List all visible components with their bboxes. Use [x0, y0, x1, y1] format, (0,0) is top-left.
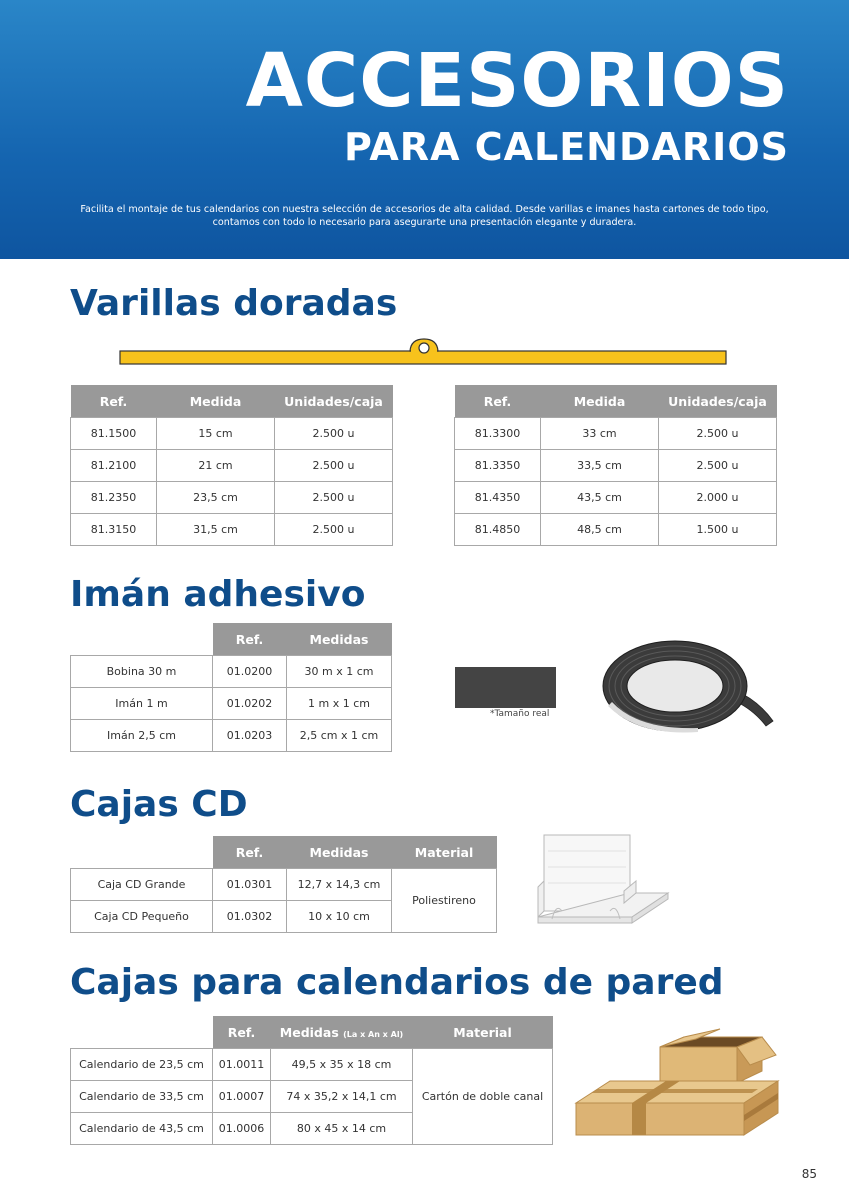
cell-medida: 23,5 cm	[157, 482, 275, 514]
cell-ref: 81.1500	[71, 418, 157, 450]
col-header-ref: Ref.	[455, 385, 541, 418]
table-row	[71, 1049, 553, 1081]
col-header-material: Material	[392, 836, 497, 869]
cell-medidas: 12,7 x 14,3 cm	[287, 869, 392, 901]
page-title: ACCESORIOS	[245, 38, 789, 124]
magnet-roll-illustration	[598, 636, 778, 736]
cell-product: Bobina 30 m	[71, 656, 213, 688]
cell-product: Imán 2,5 cm	[71, 720, 213, 752]
col-header-material: Material	[413, 1016, 553, 1049]
cell-medidas: 10 x 10 cm	[287, 901, 392, 933]
cell-ref: 01.0302	[213, 901, 287, 933]
cell-ref: 81.4350	[455, 482, 541, 514]
table-row	[71, 720, 392, 752]
cell-medidas: 2,5 cm x 1 cm	[287, 720, 392, 752]
varillas-table-left	[70, 385, 393, 546]
cell-medidas: 74 x 35,2 x 14,1 cm	[271, 1081, 413, 1113]
cell-unidades: 1.500 u	[659, 514, 777, 546]
cell-ref: 01.0011	[213, 1049, 271, 1081]
page-subtitle: PARA CALENDARIOS	[344, 125, 789, 169]
cell-medida: 33 cm	[541, 418, 659, 450]
cell-ref: 01.0006	[213, 1113, 271, 1145]
col-header-ref: Ref.	[213, 1016, 271, 1049]
table-header-row	[71, 1016, 553, 1049]
cell-medidas: 80 x 45 x 14 cm	[271, 1113, 413, 1145]
intro-line-1: Facilita el montaje de tus calendarios con nuestra selección de accesorios de alta calidad. Desde varillas e imanes hasta cartones de todo tipo,	[80, 204, 769, 215]
table-row	[71, 482, 393, 514]
cell-material: Poliestireno	[392, 869, 497, 933]
table-row	[455, 450, 777, 482]
cell-ref: 81.3350	[455, 450, 541, 482]
cell-ref: 01.0301	[213, 869, 287, 901]
cell-medida: 21 cm	[157, 450, 275, 482]
cell-medida: 31,5 cm	[157, 514, 275, 546]
col-header-medidas: Medidas	[287, 836, 392, 869]
cd-case-illustration	[532, 831, 672, 936]
section-title-iman: Imán adhesivo	[70, 574, 366, 615]
table-row	[71, 418, 393, 450]
section-title-cajas-cd: Cajas CD	[70, 784, 248, 825]
table-row	[71, 656, 392, 688]
cell-medidas: 49,5 x 35 x 18 cm	[271, 1049, 413, 1081]
col-header-blank	[71, 1016, 213, 1049]
table-row	[71, 450, 393, 482]
table-row	[455, 514, 777, 546]
cell-unidades: 2.500 u	[275, 482, 393, 514]
cell-medidas: 30 m x 1 cm	[287, 656, 392, 688]
col-header-medidas-label: Medidas	[279, 1024, 339, 1040]
cell-ref: 81.2350	[71, 482, 157, 514]
varillas-table-right	[454, 385, 777, 546]
table-row	[71, 688, 392, 720]
cell-ref: 81.4850	[455, 514, 541, 546]
cell-unidades: 2.500 u	[275, 450, 393, 482]
page-number: 85	[801, 1167, 817, 1181]
real-size-caption: *Tamaño real	[490, 709, 550, 719]
cell-unidades: 2.500 u	[659, 418, 777, 450]
cell-material: Cartón de doble canal	[413, 1049, 553, 1145]
cell-product: Caja CD Pequeño	[71, 901, 213, 933]
cell-medida: 48,5 cm	[541, 514, 659, 546]
cell-ref: 01.0200	[213, 656, 287, 688]
table-header-row	[455, 385, 777, 418]
cajas-pared-table	[70, 1016, 553, 1145]
table-header-row	[71, 623, 392, 656]
cell-product: Calendario de 43,5 cm	[71, 1113, 213, 1145]
table-header-row	[71, 385, 393, 418]
intro-line-2: contamos con todo lo necesario para asegurarte una presentación elegante y duradera.	[212, 217, 637, 228]
table-row	[455, 482, 777, 514]
col-header-medidas: Medidas	[287, 623, 392, 656]
cell-unidades: 2.500 u	[659, 450, 777, 482]
intro-text	[60, 203, 789, 229]
cell-ref: 81.2100	[71, 450, 157, 482]
col-header-ref: Ref.	[213, 623, 287, 656]
cell-ref: 81.3300	[455, 418, 541, 450]
col-header-medida: Medida	[541, 385, 659, 418]
cell-product: Calendario de 33,5 cm	[71, 1081, 213, 1113]
cell-ref: 81.3150	[71, 514, 157, 546]
table-row	[71, 514, 393, 546]
col-header-medidas	[271, 1016, 413, 1049]
iman-table	[70, 623, 392, 752]
cell-unidades: 2.000 u	[659, 482, 777, 514]
header-banner	[0, 0, 849, 259]
cell-product: Imán 1 m	[71, 688, 213, 720]
col-header-medida: Medida	[157, 385, 275, 418]
magnet-strip-swatch	[455, 667, 556, 708]
col-header-medidas-unit: (La x An x Al)	[343, 1029, 404, 1039]
col-header-blank	[71, 623, 213, 656]
cell-medida: 33,5 cm	[541, 450, 659, 482]
cell-medida: 15 cm	[157, 418, 275, 450]
col-header-ref: Ref.	[71, 385, 157, 418]
cell-product: Caja CD Grande	[71, 869, 213, 901]
cell-ref: 01.0202	[213, 688, 287, 720]
cell-ref: 01.0007	[213, 1081, 271, 1113]
cell-product: Calendario de 23,5 cm	[71, 1049, 213, 1081]
table-row	[455, 418, 777, 450]
col-header-ref: Ref.	[213, 836, 287, 869]
table-header-row	[71, 836, 497, 869]
section-title-cajas-pared: Cajas para calendarios de pared	[70, 962, 724, 1003]
cell-unidades: 2.500 u	[275, 418, 393, 450]
cajas-cd-table	[70, 836, 497, 933]
section-title-varillas: Varillas doradas	[70, 283, 398, 324]
table-row	[71, 869, 497, 901]
gold-rod-illustration	[118, 337, 730, 369]
cell-medida: 43,5 cm	[541, 482, 659, 514]
cell-unidades: 2.500 u	[275, 514, 393, 546]
col-header-unidades: Unidades/caja	[275, 385, 393, 418]
col-header-blank	[71, 836, 213, 869]
cell-ref: 01.0203	[213, 720, 287, 752]
cell-medidas: 1 m x 1 cm	[287, 688, 392, 720]
cardboard-boxes-illustration	[572, 1025, 782, 1140]
col-header-unidades: Unidades/caja	[659, 385, 777, 418]
